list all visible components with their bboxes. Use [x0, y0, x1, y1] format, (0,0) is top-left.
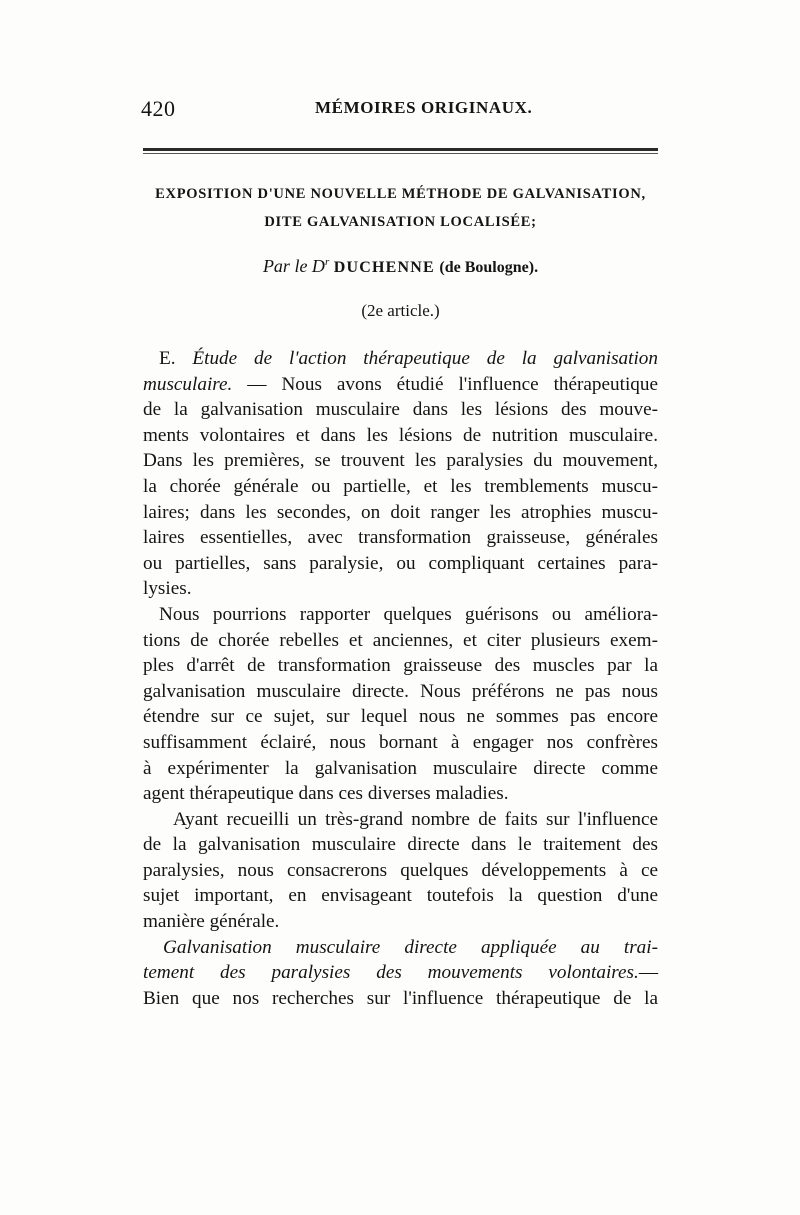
- text-line: laires; dans les secondes, on doit ranger les atrophies muscu-: [143, 501, 658, 523]
- text-line: de la galvanisation musculaire dans les lésions des mouve-: [143, 399, 658, 421]
- author-line: [143, 256, 658, 277]
- text-line: ples d'arrêt de transformation graisseuse des muscles par la: [143, 655, 658, 677]
- text-line: tement des paralysies des mouvements volontaires.—: [143, 962, 658, 984]
- text-line: laires essentielles, avec transformation graisseuse, générales: [143, 527, 658, 549]
- book-page: [141, 92, 658, 1009]
- text-line: Dans les premières, se trouvent les paralysies du mouvement,: [143, 450, 658, 472]
- body-text: [143, 346, 658, 1011]
- article-note-text: (2e article.): [361, 301, 440, 320]
- text-line: Nous pourrions rapporter quelques guérisons ou améliora-: [159, 603, 658, 625]
- text-line: musculaire. — Nous avons étudié l'influence thérapeutique: [143, 373, 658, 395]
- text-line: agent thérapeutique dans ces diverses maladies.: [143, 783, 509, 805]
- title-line-1: EXPOSITION D'UNE NOUVELLE MÉTHODE DE GALVANISATION,: [155, 186, 646, 202]
- title-line-2: DITE GALVANISATION LOCALISÉE;: [264, 214, 537, 230]
- paragraph-2: [143, 602, 658, 807]
- text-line: suffisamment éclairé, nous bornant à engager nos confrères: [143, 731, 658, 753]
- text-line: Bien que nos recherches sur l'influence thérapeutique de la: [143, 987, 658, 1009]
- text-line: E. Étude de l'action thérapeutique de la galvanisation: [159, 348, 658, 369]
- text-line: étendre sur ce sujet, sur lequel nous ne sommes pas encore: [143, 706, 658, 728]
- author-place: (de Boulogne).: [439, 259, 539, 276]
- paragraph-4: [143, 935, 658, 1012]
- running-head: MÉMOIRES ORIGINAUX.: [315, 98, 533, 117]
- author-prefix: Par le D: [262, 256, 325, 276]
- author-prefix-sup: r: [324, 256, 330, 268]
- text-line: Galvanisation musculaire directe appliquée au trai-: [163, 936, 658, 958]
- author-name: DUCHENNE: [333, 259, 435, 276]
- article-title: [143, 180, 658, 236]
- paragraph-1: [143, 346, 658, 602]
- text-line: ou partielles, sans paralysie, ou compliquant certaines para-: [143, 552, 658, 574]
- text-line: la chorée générale ou partielle, et les tremblements muscu-: [143, 475, 658, 497]
- text-line: manière générale.: [143, 911, 280, 933]
- text-line: Ayant recueilli un très-grand nombre de faits sur l'influence: [173, 808, 658, 830]
- page-number: 420: [141, 96, 176, 121]
- text-line: sujet important, en envisageant toutefois la question d'une: [143, 885, 658, 907]
- text-line: à expérimenter la galvanisation musculaire directe comme: [143, 757, 658, 779]
- text-line: lysies.: [143, 578, 192, 600]
- text-line: paralysies, nous consacrerons quelques développements à ce: [143, 859, 658, 881]
- text-line: de la galvanisation musculaire directe dans le traitement des: [143, 834, 658, 856]
- header-rule: [143, 148, 658, 154]
- text-line: galvanisation musculaire directe. Nous préférons ne pas nous: [143, 680, 658, 702]
- text-line: ments volontaires et dans les lésions de nutrition musculaire.: [143, 424, 658, 446]
- text-line: tions de chorée rebelles et anciennes, et citer plusieurs exem-: [143, 629, 658, 651]
- page-header: [143, 92, 658, 122]
- article-note: [143, 301, 658, 321]
- paragraph-3: [143, 807, 658, 935]
